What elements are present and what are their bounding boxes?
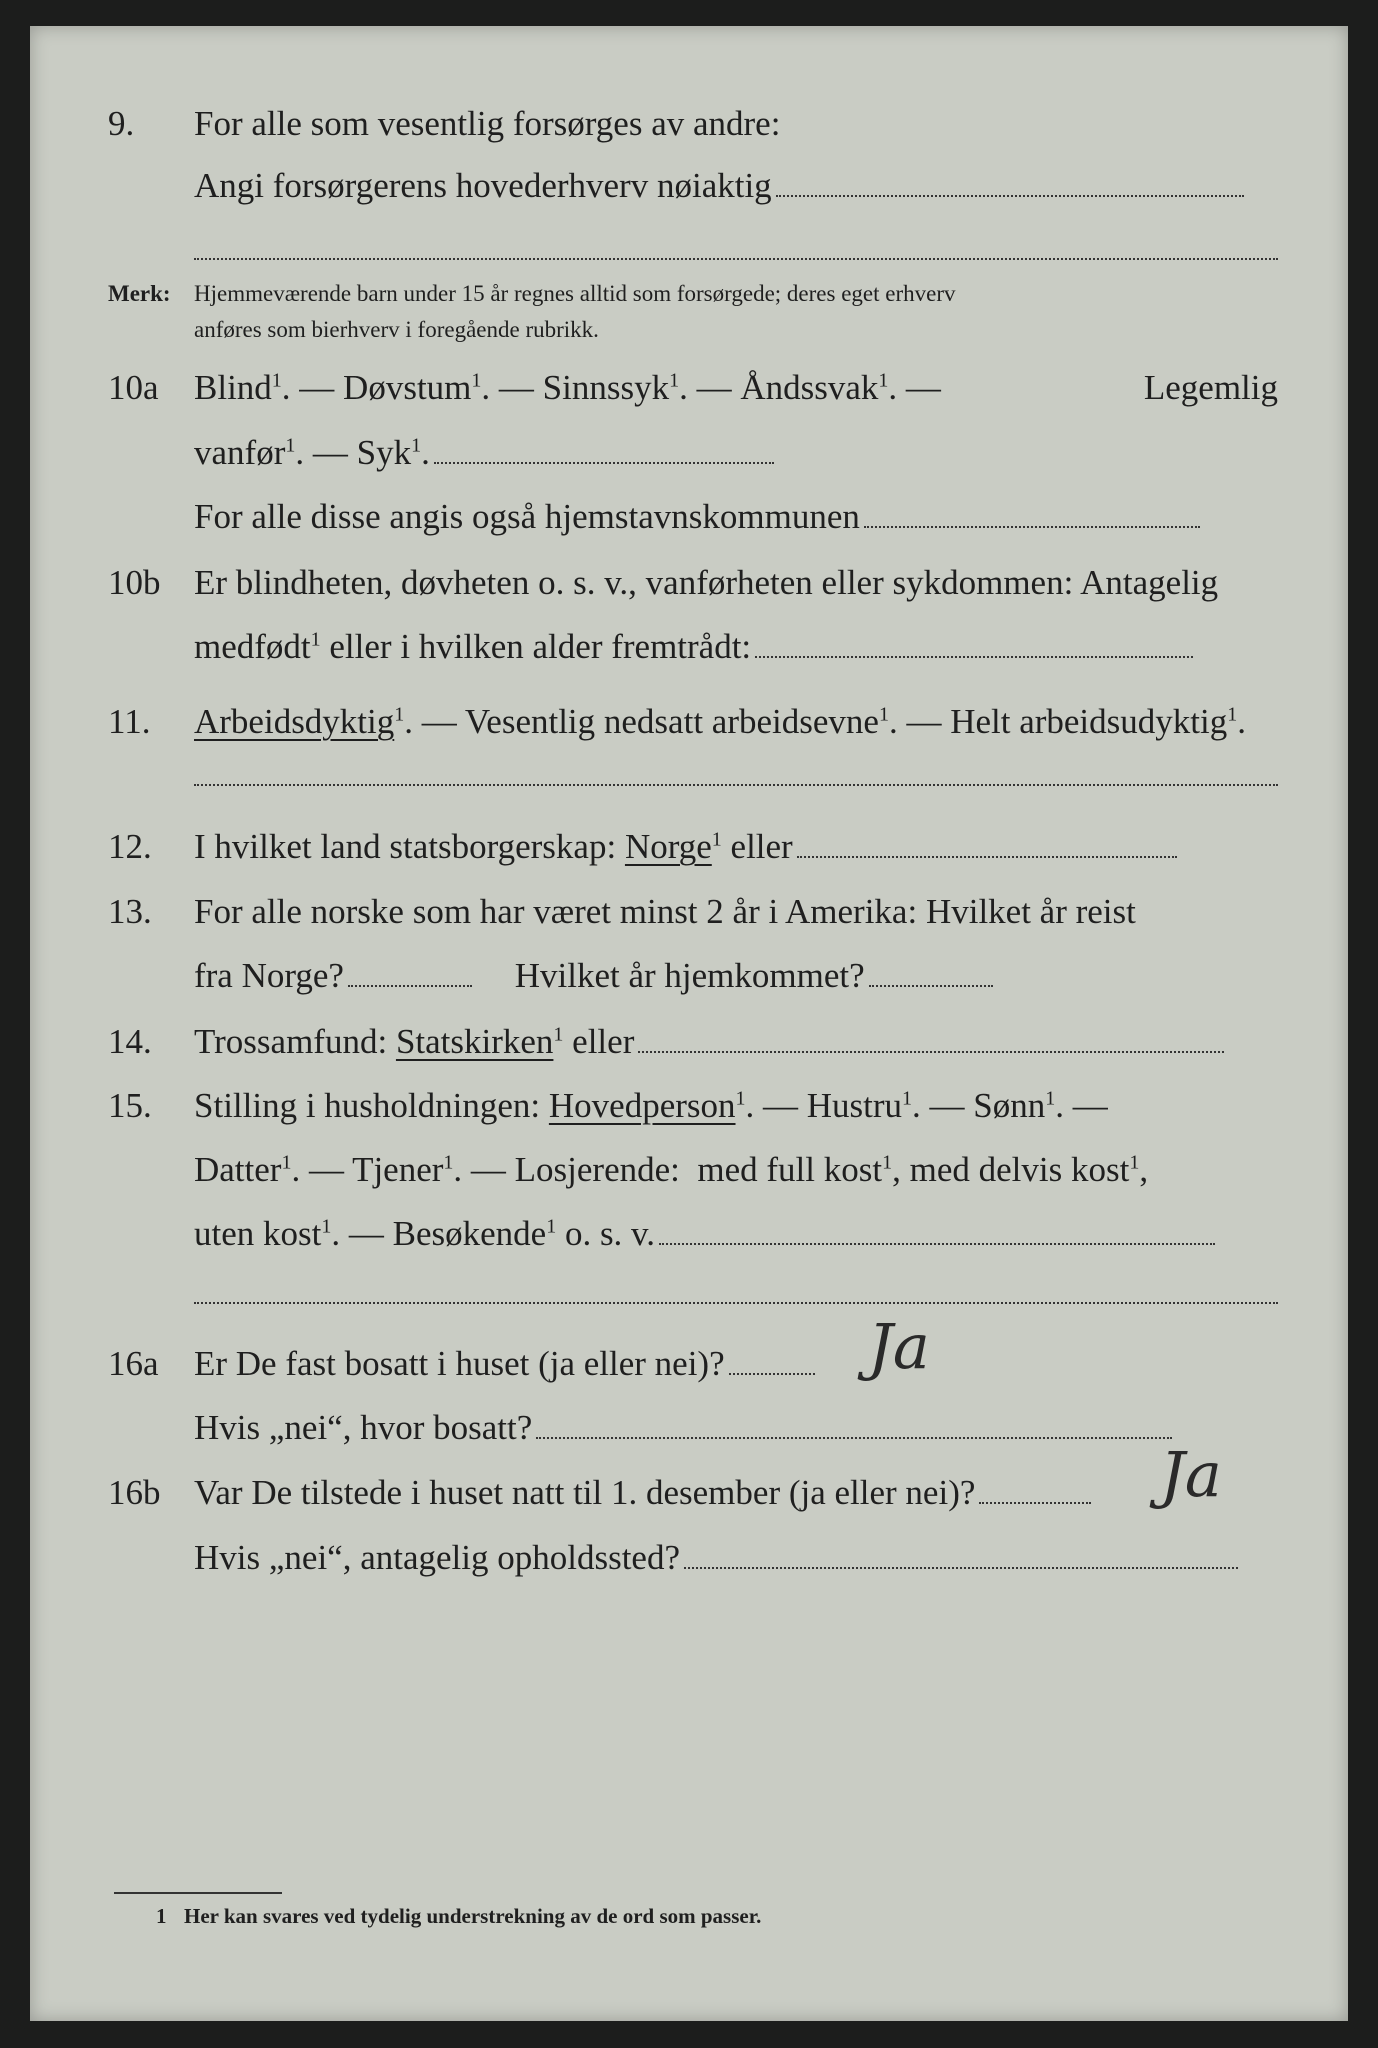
q10b-number: 10b — [108, 563, 161, 602]
q16b-handwritten-answer: Ja — [1160, 1438, 1222, 1511]
q15-number: 15. — [108, 1086, 152, 1125]
option-hovedperson[interactable]: Hovedperson — [548, 1086, 736, 1125]
q9-extra-line[interactable] — [194, 258, 1278, 260]
q16a-line1: Er De fast bosatt i huset (ja eller nei)? — [194, 1344, 725, 1383]
q10b-answer-line[interactable] — [755, 656, 1193, 658]
merk-line1: Hjemmeværende barn under 15 år regnes alltid som forsørgede; deres eget erhverv — [194, 281, 956, 306]
footnote-text: Her kan svares ved tydelig understrekning av de ord som passer. — [184, 1904, 762, 1928]
option-sinnssyk[interactable]: Sinnssyk — [542, 368, 670, 407]
option-syk[interactable]: Syk — [356, 433, 412, 472]
option-besokende[interactable]: Besøkende — [392, 1214, 547, 1253]
q13-reist-label: fra Norge? — [194, 956, 344, 995]
q16b-line1: Var De tilstede i huset natt til 1. desember (ja eller nei)? — [194, 1473, 976, 1512]
q16a-bosatt-line[interactable] — [536, 1437, 1172, 1439]
q15-losjerende: Losjerende: — [514, 1150, 680, 1189]
census-form-page: 9. For alle som vesentlig forsørges av andre: Angi forsørgerens hovederhverv nøiaktig Merk: Hjemmeværende barn under 15 år regnes alltid som forsørgede; deres eget erhverv anføres som bierhverv i foregående rubrikk. 10a Blind$^1$. — Døvstum$^1$. — Sinnssyk$^1$. — Åndssvak$^1$. — Legemlig vanfør$^1$. — Syk$^1$. For alle disse angis også hjemstavnskommunen 10b Er blindheten, døvheten o. s. v., vanførheten eller sykdommen: Antagelig medfødt$^1$ eller i hvilken alder fremtrådt: 11. Arbeidsdyktig$^1$. — Vesentlig nedsatt arbeidsevne$^1$. — Helt arbeidsudyktig$^1$. 12. I hvilket land statsborgerskap: Norge$^1$ eller 13. For alle norske som har været minst 2 år i Amerika: Hvilket år reist fra Norge? Hvilket år hjemkommet? 14. Trossamfund: Statskirken$^1$ eller 15. Stilling i husholdningen: Hovedperson$^1$. — Hustru$^1$. — Sønn$^1$. — Datter$^1$. — Tjener$^1$. — Losjerende: med full kost$^1$, med delvis kost$^1$, uten kost$^1$. — Besøkende$^1$ o. s. v. 16a Er De fast bosatt i huset (ja eller nei)? Ja Hvis „nei“, hvor bosatt? 16b Var De tilstede i huset natt til 1. desember (ja eller nei)? Ja Hvis „nei“, antagelig opholdssted? 1 Her kan svares ved tydelig understrekning av de ord som passer. — [30, 26, 1348, 2021]
option-tjener[interactable]: Tjener — [352, 1150, 444, 1189]
q15-extra-line[interactable] — [194, 1302, 1278, 1304]
hjemstavn-answer-line[interactable] — [864, 526, 1200, 528]
q13-reist-answer[interactable] — [348, 985, 472, 987]
q9-number: 9. — [108, 104, 135, 143]
q11-number: 11. — [108, 702, 151, 741]
q16b-sted-line[interactable] — [684, 1567, 1238, 1569]
option-helt-udyktig[interactable]: Helt arbeidsudyktig — [950, 702, 1228, 741]
q12-number: 12. — [108, 827, 152, 866]
q10b-rest: eller i hvilken alder fremtrådt: — [329, 627, 752, 666]
q16b-number: 16b — [108, 1473, 161, 1512]
q15-text: Stilling i husholdningen: — [194, 1086, 541, 1125]
q16a-number: 16a — [108, 1344, 159, 1383]
option-hustru[interactable]: Hustru — [806, 1086, 903, 1125]
q16a-answer-line[interactable] — [729, 1373, 815, 1375]
option-andssvak[interactable]: Åndssvak — [740, 368, 879, 407]
q12-eller: eller — [730, 827, 793, 866]
q16a-line2: Hvis „nei“, hvor bosatt? — [194, 1408, 533, 1447]
q12-text: I hvilket land statsborgerskap: — [194, 827, 617, 866]
q11-extra-line[interactable] — [194, 784, 1278, 786]
option-vesentlig-nedsatt[interactable]: Vesentlig nedsatt arbeidsevne — [464, 702, 879, 741]
q9-line1: For alle som vesentlig forsørges av andre: — [194, 104, 781, 143]
option-uten-kost[interactable]: uten kost — [194, 1214, 322, 1253]
q10a-number: 10a — [108, 368, 159, 407]
option-vanfor[interactable]: vanfør — [194, 433, 286, 472]
option-medfodt[interactable]: medfødt — [194, 627, 311, 666]
q10a-answer-line[interactable] — [434, 462, 774, 464]
q13-number: 13. — [108, 892, 152, 931]
option-datter[interactable]: Datter — [194, 1150, 282, 1189]
option-delvis-kost[interactable]: med delvis kost — [909, 1150, 1130, 1189]
footnote-rule — [114, 1892, 282, 1894]
merk-label: Merk: — [108, 281, 171, 306]
q13-hjem-label: Hvilket år hjemkommet? — [514, 956, 865, 995]
option-norge[interactable]: Norge — [624, 827, 712, 866]
q14-eller: eller — [572, 1022, 635, 1061]
q10b-line1: Er blindheten, døvheten o. s. v., vanførheten eller sykdommen: Antagelig — [194, 563, 1219, 602]
q15-osv: o. s. v. — [564, 1214, 656, 1253]
option-dovstum[interactable]: Døvstum — [343, 368, 472, 407]
q14-text: Trossamfund: — [194, 1022, 388, 1061]
option-full-kost[interactable]: med full kost — [697, 1150, 883, 1189]
q15-answer-line[interactable] — [659, 1243, 1215, 1245]
q10a-line3: For alle disse angis også hjemstavnskommunen — [194, 497, 860, 536]
q16a-handwritten-answer: Ja — [868, 1310, 930, 1383]
option-sonn[interactable]: Sønn — [973, 1086, 1046, 1125]
option-blind[interactable]: Blind — [194, 368, 272, 407]
q13-line1: For alle norske som har været minst 2 år i Amerika: Hvilket år reist — [194, 892, 1136, 931]
option-statskirken[interactable]: Statskirken — [395, 1022, 554, 1061]
q12-answer-line[interactable] — [797, 856, 1177, 858]
q14-answer-line[interactable] — [638, 1051, 1224, 1053]
q16b-line2: Hvis „nei“, antagelig opholdssted? — [194, 1538, 680, 1577]
q14-number: 14. — [108, 1022, 152, 1061]
q9-answer-line[interactable] — [776, 195, 1244, 197]
q13-hjem-answer[interactable] — [869, 985, 993, 987]
q9-line2: Angi forsørgerens hovederhverv nøiaktig — [194, 166, 1244, 206]
option-legemlig[interactable]: Legemlig — [1143, 368, 1278, 407]
option-arbeidsdyktig[interactable]: Arbeidsdyktig — [194, 702, 395, 741]
merk-line2: anføres som bierhverv i foregående rubrikk. — [194, 317, 599, 342]
q16b-answer-line[interactable] — [979, 1502, 1091, 1504]
footnote-mark: 1 — [156, 1904, 167, 1928]
